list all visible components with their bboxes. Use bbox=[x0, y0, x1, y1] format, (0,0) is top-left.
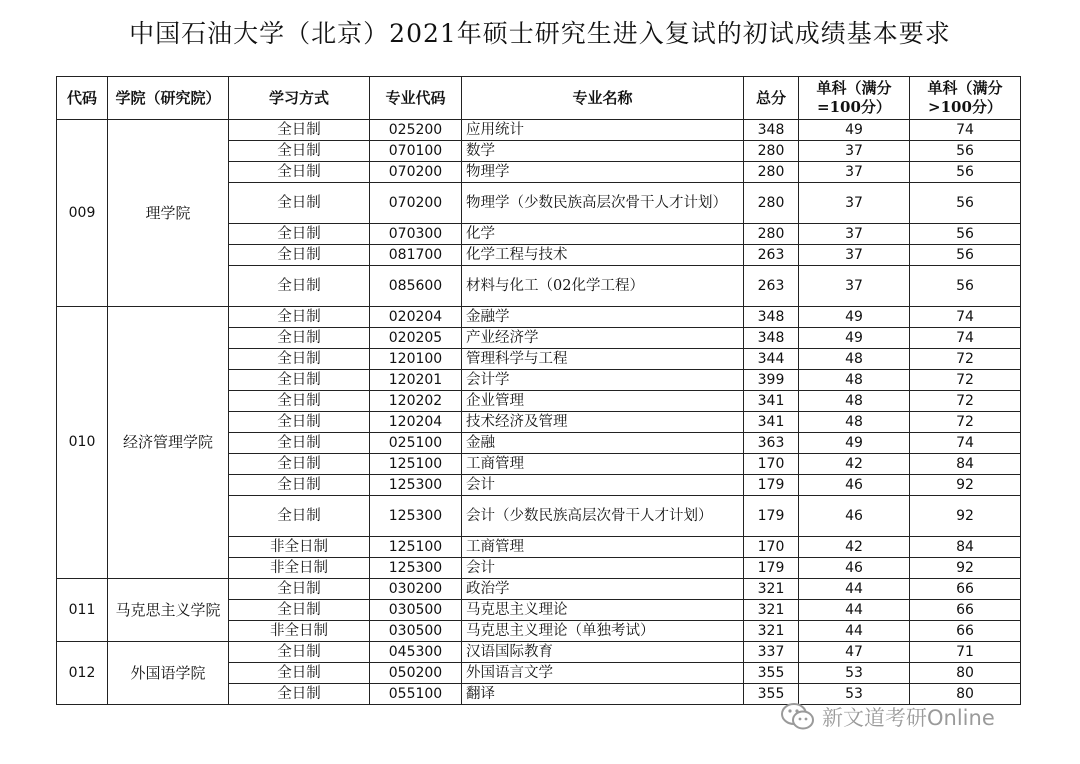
major-code-cell: 120100 bbox=[370, 349, 462, 370]
study-mode-cell: 全日制 bbox=[229, 307, 370, 328]
single-100-cell: 46 bbox=[799, 496, 910, 537]
total-score-cell: 344 bbox=[744, 349, 799, 370]
single-gt100-cell: 56 bbox=[910, 162, 1021, 183]
major-code-cell: 081700 bbox=[370, 245, 462, 266]
single-100-cell: 37 bbox=[799, 141, 910, 162]
single-gt100-cell: 92 bbox=[910, 558, 1021, 579]
major-name-cell: 会计 bbox=[462, 475, 744, 496]
score-requirements-table bbox=[56, 76, 1021, 705]
major-name-cell: 数学 bbox=[462, 141, 744, 162]
total-score-cell: 341 bbox=[744, 412, 799, 433]
total-score-cell: 263 bbox=[744, 266, 799, 307]
study-mode-cell: 全日制 bbox=[229, 120, 370, 141]
single-100-cell: 49 bbox=[799, 307, 910, 328]
major-name-cell: 产业经济学 bbox=[462, 328, 744, 349]
total-score-cell: 337 bbox=[744, 642, 799, 663]
header-major-name: 专业名称 bbox=[462, 77, 744, 120]
watermark bbox=[780, 702, 995, 732]
major-code-cell: 070100 bbox=[370, 141, 462, 162]
major-code-cell: 030500 bbox=[370, 600, 462, 621]
major-name-cell: 工商管理 bbox=[462, 454, 744, 475]
major-code-cell: 020204 bbox=[370, 307, 462, 328]
college-name-cell: 马克思主义学院 bbox=[108, 579, 229, 642]
study-mode-cell: 全日制 bbox=[229, 642, 370, 663]
total-score-cell: 179 bbox=[744, 475, 799, 496]
major-code-cell: 070300 bbox=[370, 224, 462, 245]
single-gt100-cell: 72 bbox=[910, 412, 1021, 433]
major-code-cell: 030200 bbox=[370, 579, 462, 600]
single-100-cell: 48 bbox=[799, 412, 910, 433]
study-mode-cell: 全日制 bbox=[229, 349, 370, 370]
single-gt100-cell: 66 bbox=[910, 579, 1021, 600]
study-mode-cell: 全日制 bbox=[229, 141, 370, 162]
major-code-cell: 070200 bbox=[370, 183, 462, 224]
major-name-cell: 物理学（少数民族高层次骨干人才计划） bbox=[462, 183, 744, 224]
header-college: 学院（研究院） bbox=[108, 77, 229, 120]
single-gt100-cell: 66 bbox=[910, 621, 1021, 642]
study-mode-cell: 全日制 bbox=[229, 475, 370, 496]
single-100-cell: 46 bbox=[799, 475, 910, 496]
major-name-cell: 物理学 bbox=[462, 162, 744, 183]
single-gt100-cell: 74 bbox=[910, 120, 1021, 141]
study-mode-cell: 全日制 bbox=[229, 579, 370, 600]
single-100-cell: 47 bbox=[799, 642, 910, 663]
major-name-cell: 政治学 bbox=[462, 579, 744, 600]
single-gt100-cell: 92 bbox=[910, 496, 1021, 537]
college-name-cell: 外国语学院 bbox=[108, 642, 229, 705]
wechat-icon bbox=[780, 702, 816, 732]
study-mode-cell: 全日制 bbox=[229, 245, 370, 266]
single-100-cell: 48 bbox=[799, 370, 910, 391]
single-100-cell: 53 bbox=[799, 684, 910, 705]
single-gt100-cell: 56 bbox=[910, 266, 1021, 307]
major-name-cell: 化学工程与技术 bbox=[462, 245, 744, 266]
single-gt100-cell: 74 bbox=[910, 433, 1021, 454]
college-code-cell: 011 bbox=[57, 579, 108, 642]
single-100-cell: 49 bbox=[799, 120, 910, 141]
college-name-cell: 理学院 bbox=[108, 120, 229, 307]
major-name-cell: 外国语言文学 bbox=[462, 663, 744, 684]
single-100-cell: 44 bbox=[799, 600, 910, 621]
header-total: 总分 bbox=[744, 77, 799, 120]
major-code-cell: 125100 bbox=[370, 537, 462, 558]
total-score-cell: 348 bbox=[744, 307, 799, 328]
study-mode-cell: 全日制 bbox=[229, 412, 370, 433]
major-name-cell: 管理科学与工程 bbox=[462, 349, 744, 370]
major-name-cell: 金融 bbox=[462, 433, 744, 454]
single-gt100-cell: 84 bbox=[910, 454, 1021, 475]
table-header-row bbox=[57, 77, 1021, 120]
study-mode-cell: 全日制 bbox=[229, 224, 370, 245]
single-100-cell: 49 bbox=[799, 328, 910, 349]
single-gt100-cell: 74 bbox=[910, 307, 1021, 328]
single-gt100-cell: 80 bbox=[910, 663, 1021, 684]
study-mode-cell: 全日制 bbox=[229, 663, 370, 684]
major-code-cell: 125300 bbox=[370, 558, 462, 579]
total-score-cell: 355 bbox=[744, 684, 799, 705]
major-code-cell: 030500 bbox=[370, 621, 462, 642]
major-code-cell: 020205 bbox=[370, 328, 462, 349]
total-score-cell: 179 bbox=[744, 558, 799, 579]
total-score-cell: 321 bbox=[744, 621, 799, 642]
college-code-cell: 009 bbox=[57, 120, 108, 307]
major-name-cell: 会计（少数民族高层次骨干人才计划） bbox=[462, 496, 744, 537]
single-100-cell: 42 bbox=[799, 454, 910, 475]
single-100-cell: 48 bbox=[799, 391, 910, 412]
major-code-cell: 025200 bbox=[370, 120, 462, 141]
college-code-cell: 010 bbox=[57, 307, 108, 579]
single-gt100-cell: 80 bbox=[910, 684, 1021, 705]
study-mode-cell: 全日制 bbox=[229, 370, 370, 391]
major-name-cell: 工商管理 bbox=[462, 537, 744, 558]
major-code-cell: 085600 bbox=[370, 266, 462, 307]
single-gt100-cell: 72 bbox=[910, 349, 1021, 370]
major-code-cell: 125100 bbox=[370, 454, 462, 475]
single-gt100-cell: 92 bbox=[910, 475, 1021, 496]
single-100-cell: 37 bbox=[799, 245, 910, 266]
single-100-cell: 48 bbox=[799, 349, 910, 370]
study-mode-cell: 全日制 bbox=[229, 496, 370, 537]
table-body bbox=[57, 120, 1021, 705]
study-mode-cell: 全日制 bbox=[229, 454, 370, 475]
major-code-cell: 120204 bbox=[370, 412, 462, 433]
major-name-cell: 马克思主义理论（单独考试） bbox=[462, 621, 744, 642]
single-gt100-cell: 71 bbox=[910, 642, 1021, 663]
single-100-cell: 44 bbox=[799, 579, 910, 600]
major-name-cell: 材料与化工（02化学工程） bbox=[462, 266, 744, 307]
single-100-cell: 49 bbox=[799, 433, 910, 454]
major-name-cell: 金融学 bbox=[462, 307, 744, 328]
study-mode-cell: 全日制 bbox=[229, 600, 370, 621]
major-name-cell: 会计 bbox=[462, 558, 744, 579]
table-row bbox=[57, 579, 1021, 600]
single-gt100-cell: 84 bbox=[910, 537, 1021, 558]
study-mode-cell: 非全日制 bbox=[229, 537, 370, 558]
total-score-cell: 263 bbox=[744, 245, 799, 266]
total-score-cell: 179 bbox=[744, 496, 799, 537]
header-major-code: 专业代码 bbox=[370, 77, 462, 120]
single-100-cell: 37 bbox=[799, 162, 910, 183]
single-gt100-cell: 56 bbox=[910, 245, 1021, 266]
major-name-cell: 会计学 bbox=[462, 370, 744, 391]
watermark-text: 新文道考研Online bbox=[822, 706, 995, 730]
single-gt100-cell: 72 bbox=[910, 391, 1021, 412]
total-score-cell: 280 bbox=[744, 183, 799, 224]
total-score-cell: 363 bbox=[744, 433, 799, 454]
major-code-cell: 120201 bbox=[370, 370, 462, 391]
single-gt100-cell: 72 bbox=[910, 370, 1021, 391]
total-score-cell: 348 bbox=[744, 328, 799, 349]
total-score-cell: 341 bbox=[744, 391, 799, 412]
major-code-cell: 120202 bbox=[370, 391, 462, 412]
total-score-cell: 399 bbox=[744, 370, 799, 391]
table-row bbox=[57, 120, 1021, 141]
header-mode: 学习方式 bbox=[229, 77, 370, 120]
major-name-cell: 化学 bbox=[462, 224, 744, 245]
total-score-cell: 355 bbox=[744, 663, 799, 684]
major-code-cell: 125300 bbox=[370, 496, 462, 537]
single-gt100-cell: 66 bbox=[910, 600, 1021, 621]
header-code: 代码 bbox=[57, 77, 108, 120]
single-100-cell: 53 bbox=[799, 663, 910, 684]
major-name-cell: 马克思主义理论 bbox=[462, 600, 744, 621]
single-100-cell: 37 bbox=[799, 183, 910, 224]
total-score-cell: 348 bbox=[744, 120, 799, 141]
study-mode-cell: 全日制 bbox=[229, 328, 370, 349]
total-score-cell: 280 bbox=[744, 162, 799, 183]
single-gt100-cell: 56 bbox=[910, 224, 1021, 245]
college-name-cell: 经济管理学院 bbox=[108, 307, 229, 579]
total-score-cell: 321 bbox=[744, 600, 799, 621]
study-mode-cell: 全日制 bbox=[229, 433, 370, 454]
college-code-cell: 012 bbox=[57, 642, 108, 705]
major-code-cell: 025100 bbox=[370, 433, 462, 454]
major-code-cell: 070200 bbox=[370, 162, 462, 183]
single-100-cell: 37 bbox=[799, 224, 910, 245]
page-title: 中国石油大学（北京）2021年硕士研究生进入复试的初试成绩基本要求 bbox=[129, 19, 951, 48]
study-mode-cell: 全日制 bbox=[229, 266, 370, 307]
study-mode-cell: 全日制 bbox=[229, 162, 370, 183]
study-mode-cell: 全日制 bbox=[229, 183, 370, 224]
study-mode-cell: 非全日制 bbox=[229, 558, 370, 579]
study-mode-cell: 非全日制 bbox=[229, 621, 370, 642]
total-score-cell: 321 bbox=[744, 579, 799, 600]
major-name-cell: 应用统计 bbox=[462, 120, 744, 141]
major-code-cell: 045300 bbox=[370, 642, 462, 663]
single-gt100-cell: 56 bbox=[910, 141, 1021, 162]
total-score-cell: 170 bbox=[744, 537, 799, 558]
study-mode-cell: 全日制 bbox=[229, 391, 370, 412]
total-score-cell: 280 bbox=[744, 141, 799, 162]
major-code-cell: 055100 bbox=[370, 684, 462, 705]
major-name-cell: 企业管理 bbox=[462, 391, 744, 412]
major-name-cell: 翻译 bbox=[462, 684, 744, 705]
total-score-cell: 170 bbox=[744, 454, 799, 475]
single-100-cell: 46 bbox=[799, 558, 910, 579]
major-code-cell: 050200 bbox=[370, 663, 462, 684]
single-gt100-cell: 56 bbox=[910, 183, 1021, 224]
major-name-cell: 技术经济及管理 bbox=[462, 412, 744, 433]
study-mode-cell: 全日制 bbox=[229, 684, 370, 705]
single-gt100-cell: 74 bbox=[910, 328, 1021, 349]
major-code-cell: 125300 bbox=[370, 475, 462, 496]
table-row bbox=[57, 307, 1021, 328]
single-100-cell: 44 bbox=[799, 621, 910, 642]
table-row bbox=[57, 642, 1021, 663]
header-single-100: 单科（满分=100分） bbox=[799, 77, 910, 120]
single-100-cell: 37 bbox=[799, 266, 910, 307]
total-score-cell: 280 bbox=[744, 224, 799, 245]
single-100-cell: 42 bbox=[799, 537, 910, 558]
major-name-cell: 汉语国际教育 bbox=[462, 642, 744, 663]
header-single-gt100: 单科（满分>100分） bbox=[910, 77, 1021, 120]
